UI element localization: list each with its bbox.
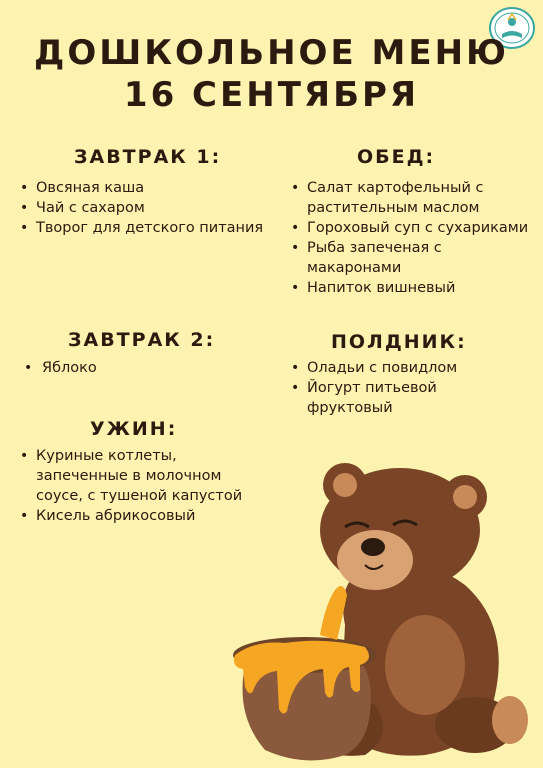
title-line-1: ДОШКОЛЬНОЕ МЕНЮ	[34, 33, 509, 73]
list-item: • Оладьи с повидлом	[291, 358, 481, 378]
list-item: • Творог для детского питания	[20, 218, 270, 238]
bear-with-honey-pot-illustration	[225, 455, 543, 768]
dinner-title: УЖИН:	[90, 418, 178, 440]
page-title	[0, 32, 543, 116]
list-item: • Овсяная каша	[20, 178, 270, 198]
lunch-title: ОБЕД:	[357, 146, 436, 168]
breakfast1-title: ЗАВТРАК 1:	[74, 146, 222, 168]
list-item: • Куриные котлеты, запеченные в молочном соусе, с тушеной капустой	[20, 446, 245, 506]
snack-title: ПОЛДНИК:	[331, 331, 467, 353]
list-item: • Напиток вишневый	[291, 278, 539, 298]
list-item: • Йогурт питьевой фруктовый	[291, 378, 481, 418]
breakfast1-list	[20, 178, 270, 238]
title-line-2: 16 СЕНТЯБРЯ	[123, 75, 420, 115]
breakfast2-title: ЗАВТРАК 2:	[68, 329, 216, 351]
list-item: • Салат картофельный с растительным маслом	[291, 178, 539, 218]
list-item: • Гороховый суп с сухариками	[291, 218, 539, 238]
list-item: • Чай с сахаром	[20, 198, 270, 218]
list-item: • Рыба запеченая с макаронами	[291, 238, 539, 278]
lunch-list	[291, 178, 539, 298]
list-item: • Кисель абрикосовый	[20, 506, 245, 526]
snack-list	[291, 358, 481, 418]
list-item: • Яблоко	[24, 358, 224, 378]
breakfast2-list	[24, 358, 224, 378]
dinner-list	[20, 446, 245, 526]
